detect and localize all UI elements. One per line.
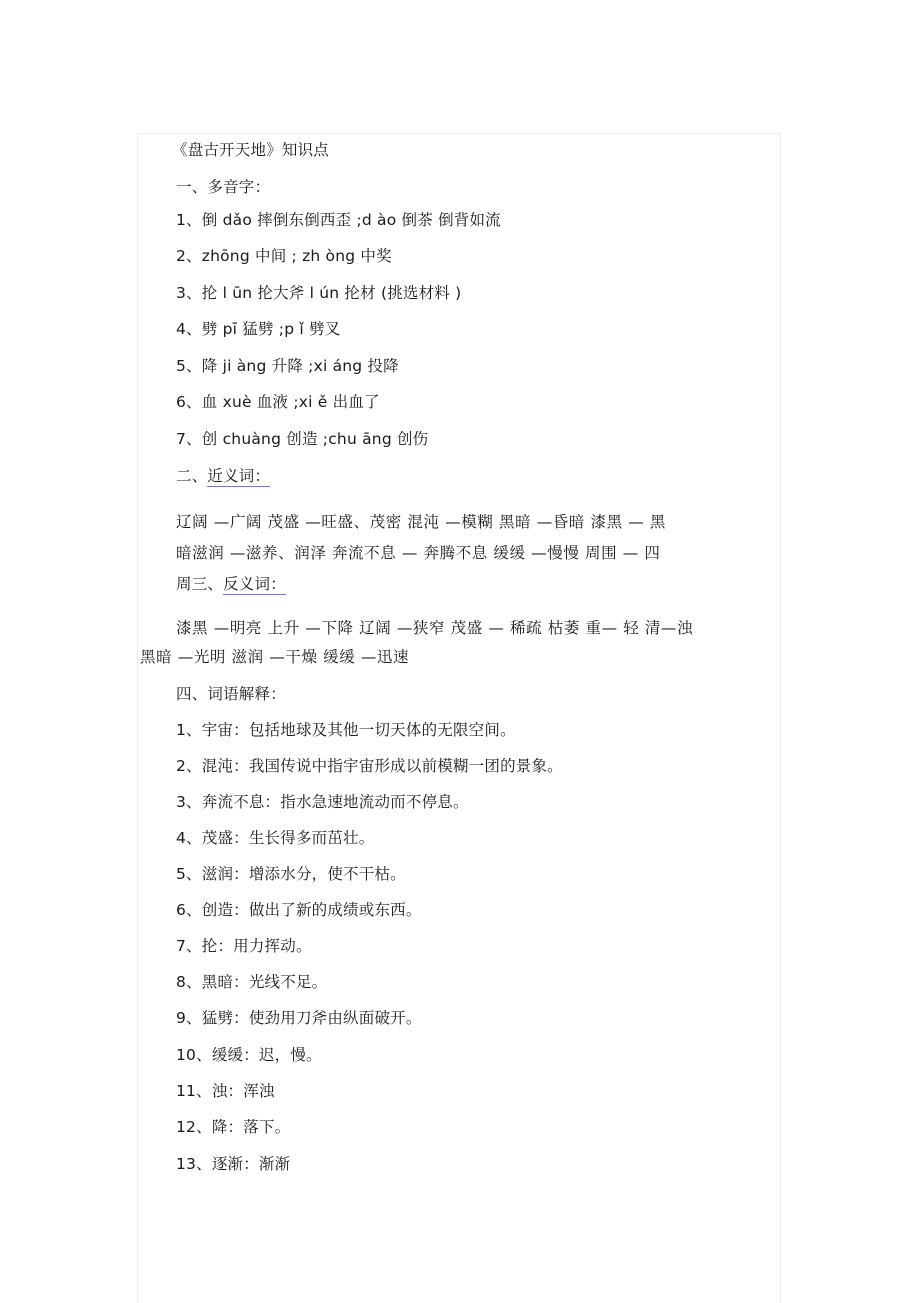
antonyms-line: 漆黑 —明亮 上升 —下降 辽阔 —狭窄 茂盛 — 稀疏 枯萎 重— 轻 清—浊 xyxy=(176,619,694,637)
explanation-item: 3、奔流不息：指水急速地流动而不停息。 xyxy=(176,793,469,811)
polyphone-item: 5、降 ji àng 升降 ;xi áng 投降 xyxy=(176,357,399,375)
explanation-item: 13、逐渐：渐渐 xyxy=(176,1155,291,1173)
explanation-item: 8、黑暗：光线不足。 xyxy=(176,973,328,991)
polyphone-item: 6、血 xuè 血液 ;xi ě 出血了 xyxy=(176,393,380,411)
explanation-item: 11、浊：浑浊 xyxy=(176,1082,275,1100)
explanation-item: 10、缓缓：迟，慢。 xyxy=(176,1046,322,1064)
explanation-item: 1、宇宙：包括地球及其他一切天体的无限空间。 xyxy=(176,721,516,739)
polyphones-heading: 一、多音字： xyxy=(176,178,271,196)
synonyms-line: 暗滋润 —滋养、润泽 奔流不息 — 奔腾不息 缓缓 —慢慢 周围 — 四 xyxy=(176,544,661,562)
explanation-item: 7、抡：用力挥动。 xyxy=(176,937,312,955)
synonyms-line-tail: 周三、 xyxy=(176,575,224,593)
explanation-item: 9、猛劈：使劲用刀斧由纵面破开。 xyxy=(176,1009,422,1027)
explanation-item: 6、创造：做出了新的成绩或东西。 xyxy=(176,901,422,919)
synonyms-line: 辽阔 —广阔 茂盛 —旺盛、茂密 混沌 —模糊 黑暗 —昏暗 漆黑 — 黑 xyxy=(176,513,666,531)
explanations-heading: 四、词语解释： xyxy=(176,685,286,703)
polyphone-item: 7、创 chuàng 创造 ;chu āng 创伤 xyxy=(176,430,429,448)
explanation-item: 2、混沌：我国传说中指宇宙形成以前模糊一团的景象。 xyxy=(176,757,563,775)
explanation-item: 4、茂盛：生长得多而茁壮。 xyxy=(176,829,375,847)
polyphone-item: 2、zhōng 中间 ; zh òng 中奖 xyxy=(176,247,392,265)
synonyms-heading xyxy=(176,465,270,487)
document-title: 《盘古开天地》知识点 xyxy=(172,141,330,159)
antonyms-heading-label: 反义词： xyxy=(223,575,286,593)
explanation-item: 5、滋润：增添水分，使不干枯。 xyxy=(176,865,406,883)
synonyms-heading-prefix: 二、 xyxy=(176,467,208,485)
polyphone-item: 4、劈 pī 猛劈 ;p ǐ 劈叉 xyxy=(176,320,341,338)
polyphone-item: 3、抡 l ūn 抡大斧 l ún 抡材 (挑选材料 ) xyxy=(176,284,462,302)
antonyms-line: 黑暗 —光明 滋润 —干燥 缓缓 —迅速 xyxy=(140,648,410,666)
polyphone-item: 1、倒 dǎo 摔倒东倒西歪 ;d ào 倒茶 倒背如流 xyxy=(176,211,501,229)
synonyms-heading-label: 近义词： xyxy=(207,467,271,485)
explanation-item: 12、降：落下。 xyxy=(176,1118,291,1136)
antonyms-heading xyxy=(176,573,286,595)
